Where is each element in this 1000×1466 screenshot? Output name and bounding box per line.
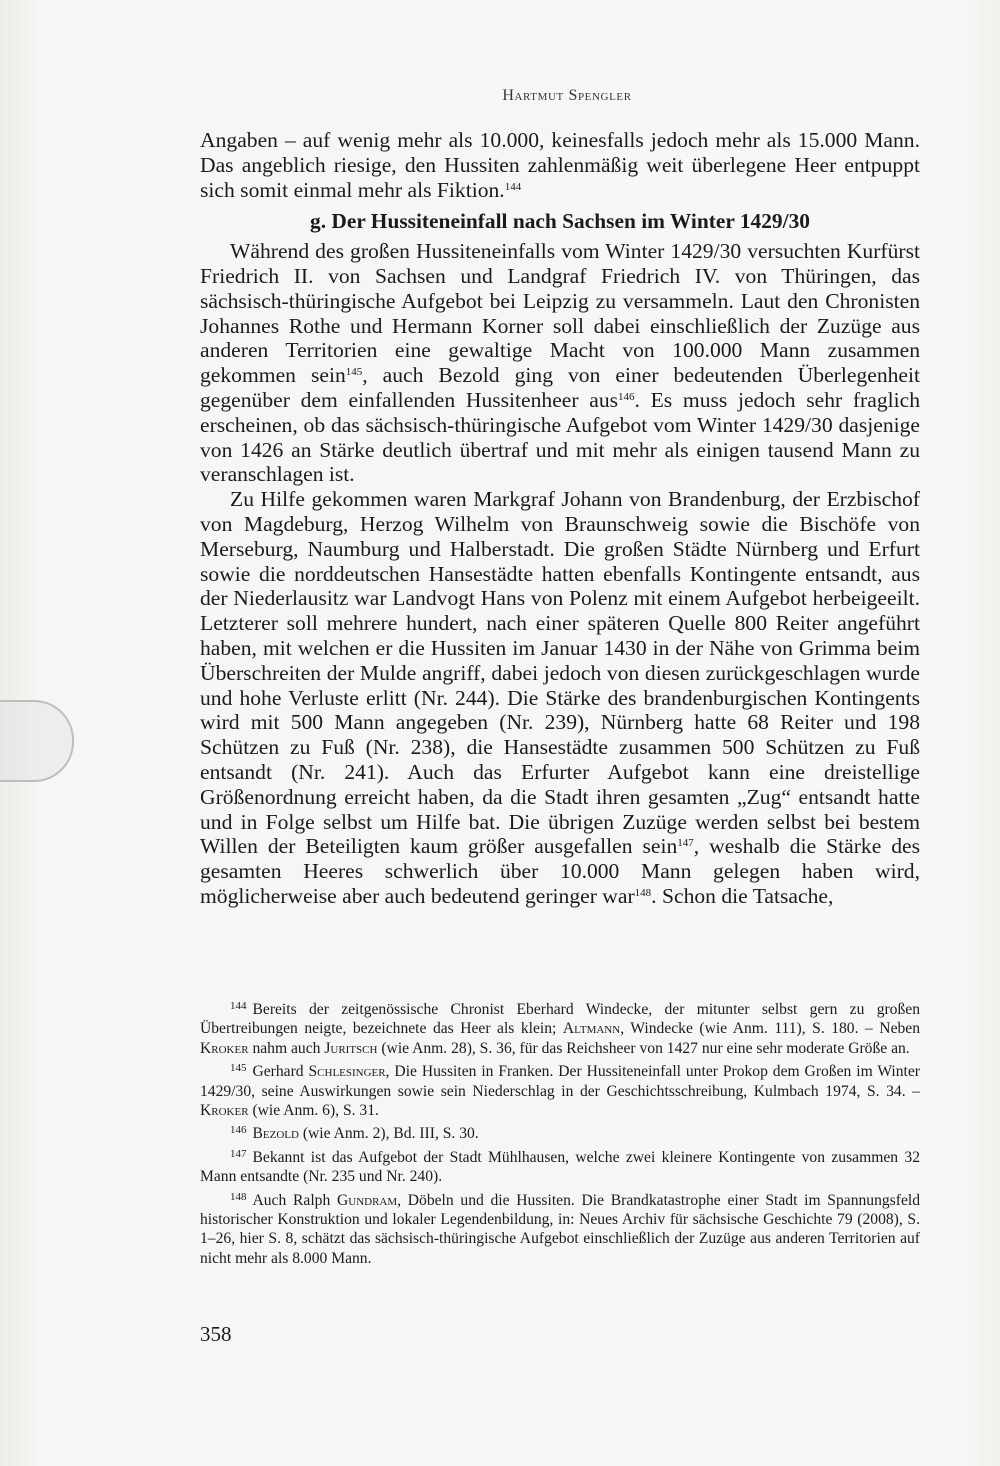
- footnote-text: Bereits der zeitgenössische Chronist Eberhard Windecke, der mitunter selbst gern zu großen Übertreibungen neigte, bezeichnete das Heer als klein;: [200, 1001, 920, 1038]
- footnote-ref-148[interactable]: 148: [634, 886, 652, 899]
- author-name: Schlesinger: [308, 1063, 386, 1081]
- footnote-text: Bekannt ist das Aufgebot der Stadt Mühlhausen, welche zwei kleinere Kontingente von zusammen 32 Mann entsandte (Nr. 235 und Nr. 240).: [200, 1148, 920, 1186]
- author-name: Bezold: [252, 1125, 299, 1143]
- paragraph-3-part-2: , weshalb die Stärke des gesamten Heeres schwerlich über 10.000 Mann gelegen haben wird, möglicherweise aber auch bedeutend geringer war: [200, 834, 920, 908]
- author-name: Kroker: [200, 1102, 249, 1120]
- author-name: Altmann: [562, 1020, 621, 1038]
- paragraph-2-part-3: . Es muss jedoch sehr fraglich erscheinen, ob das sächsisch-thüringische Aufgebot vom Winter 1429/30 dasjenige von 1426 an Stärke deutlich übertraf und mit mehr als einigen tausend Mann zu veranschlagen ist.: [200, 387, 920, 487]
- footnote-ref-144[interactable]: 144: [504, 180, 522, 193]
- footnote-text: (wie Anm. 28), S. 36, für das Reichsheer von 1427 nur eine sehr moderate Größe an.: [377, 1039, 910, 1057]
- footnote-text: (wie Anm. 6), S. 31.: [248, 1102, 379, 1120]
- paragraph-2: [200, 239, 920, 487]
- paragraph-3-part-1: Zu Hilfe gekommen waren Markgraf Johann von Brandenburg, der Erzbischof von Magdeburg, Herzog Wilhelm von Braunschweig sowie die Bischöfe von Merseburg, Naumburg und Halberstadt. Die großen Städte Nürnberg und Erfurt sowie die norddeutschen Hansestädte hatten ebenfalls Kontingente entsandt, aus der Niederlausitz war Landvogt Hans von Polenz mit einem Aufgebot herbeigeeilt. Letzterer soll mehrere hundert, nach einer späteren Quelle 800 Reiter angeführt haben, mit welchen er die Hussiten im Januar 1430 in der Nähe von Grimma beim Überschreiten der Mulde angriff, dabei jedoch von diesen zurückgeschlagen wurde und hohe Verluste erlitt (Nr. 244). Die Stärke des brandenburgischen Kontingents wird mit 500 Mann angegeben (Nr. 239), Nürnberg hatte 68 Reiter und 198 Schützen zu Fuß (Nr. 238), die Hansestädte zusammen 500 Schützen zu Fuß entsandt (Nr. 241). Auch das Erfurter Aufgebot kann eine dreistellige Größenordnung erreicht haben, da die Stadt ihren gesamten „Zug“ entsandt hatte und in Folge selbst um Hilfe bat. Die übrigen Zuzüge werden selbst bei bestem Willen der Beteiligten kaum größer ausgefallen sein: [200, 487, 920, 859]
- footnote-text: , Döbeln und die Hussiten. Die Brandkatastrophe einer Stadt im Spannungsfeld historischer Konstruktion und lokaler Legendenbildung, in: Neues Archiv für sächsische Geschichte 79 (2008), S. 1–26, hier S. 8, schätzt das sächsisch-thüringische Aufgebot einschließlich der Zuzüge aus anderen Territorien auf nicht mehr als 8.000 Mann.: [200, 1191, 920, 1267]
- footnote-number: 144: [230, 1000, 247, 1012]
- footnote-number: 147: [230, 1147, 247, 1160]
- paragraph-3-part-3: . Schon die Tatsache,: [651, 883, 834, 908]
- footnote-text: (wie Anm. 2), Bd. III, S. 30.: [298, 1125, 479, 1143]
- page-number: 358: [200, 1322, 232, 1346]
- footnote-ref-146[interactable]: 146: [618, 390, 635, 403]
- footnote-text: , Windecke (wie Anm. 111), S. 180. – Neben: [620, 1020, 921, 1038]
- footnote-text: , Die Hussiten in Franken. Der Hussiteneinfall unter Prokop dem Großen im Winter 1429/30, seine Auswirkungen sowie sein Niederschlag in der Geschichtsschreibung, Kulmbach 1974, S. 34. –: [200, 1063, 920, 1100]
- footnote-147: [200, 1148, 920, 1187]
- paragraph-1-text: Angaben – auf wenig mehr als 10.000, keinesfalls jedoch mehr als 15.000 Mann. Das angeblich riesige, den Hussiten zahlenmäßig weit überlegene Heer entpuppt sich somit einmal mehr als Fiktion.: [200, 128, 920, 202]
- paragraph-2-part-1: Während des großen Hussiteneinfalls vom Winter 1429/30 versuchten Kurfürst Friedrich II. von Sachsen und Landgraf Friedrich IV. von Thüringen, das sächsisch-thüringische Aufgebot bei Leipzig zu versammeln. Laut den Chronisten Johannes Rothe und Hermann Korner soll dabei einschließlich der Zuzüge aus anderen Territorien eine gewaltige Macht von 100.000 Mann zusammen gekommen sein: [200, 239, 920, 388]
- paragraph-2-part-2: , auch Bezold ging von einer bedeutenden Überlegenheit gegenüber dem einfallenden Hussitenheer aus: [200, 363, 920, 412]
- footnote-number: 148: [230, 1190, 247, 1203]
- paragraph-1: [200, 128, 920, 202]
- body-text: [200, 128, 920, 909]
- author-name: Gundram: [336, 1191, 398, 1209]
- footnote-text: Auch Ralph: [252, 1191, 337, 1209]
- footnote-145: [200, 1062, 920, 1120]
- footnote-144: [200, 1000, 920, 1058]
- footnote-number: 145: [230, 1062, 247, 1075]
- author-name: Juritsch: [324, 1039, 378, 1057]
- footnote-number: 146: [230, 1124, 247, 1137]
- author-name: Kroker: [200, 1039, 249, 1057]
- footnote-text: nahm auch: [248, 1039, 325, 1057]
- section-heading: g. Der Hussiteneinfall nach Sachsen im Winter 1429/30: [310, 209, 810, 234]
- footnote-148: [200, 1191, 920, 1269]
- footnote-text: Gerhard: [252, 1063, 309, 1081]
- footnote-146: [200, 1124, 920, 1143]
- footnotes: [200, 1000, 920, 1272]
- running-header: Hartmut Spengler: [502, 87, 632, 104]
- paragraph-3: [200, 487, 920, 909]
- footnote-ref-147[interactable]: 147: [677, 837, 694, 850]
- scanner-clip-shadow: [0, 700, 74, 782]
- footnote-ref-145[interactable]: 145: [345, 366, 363, 379]
